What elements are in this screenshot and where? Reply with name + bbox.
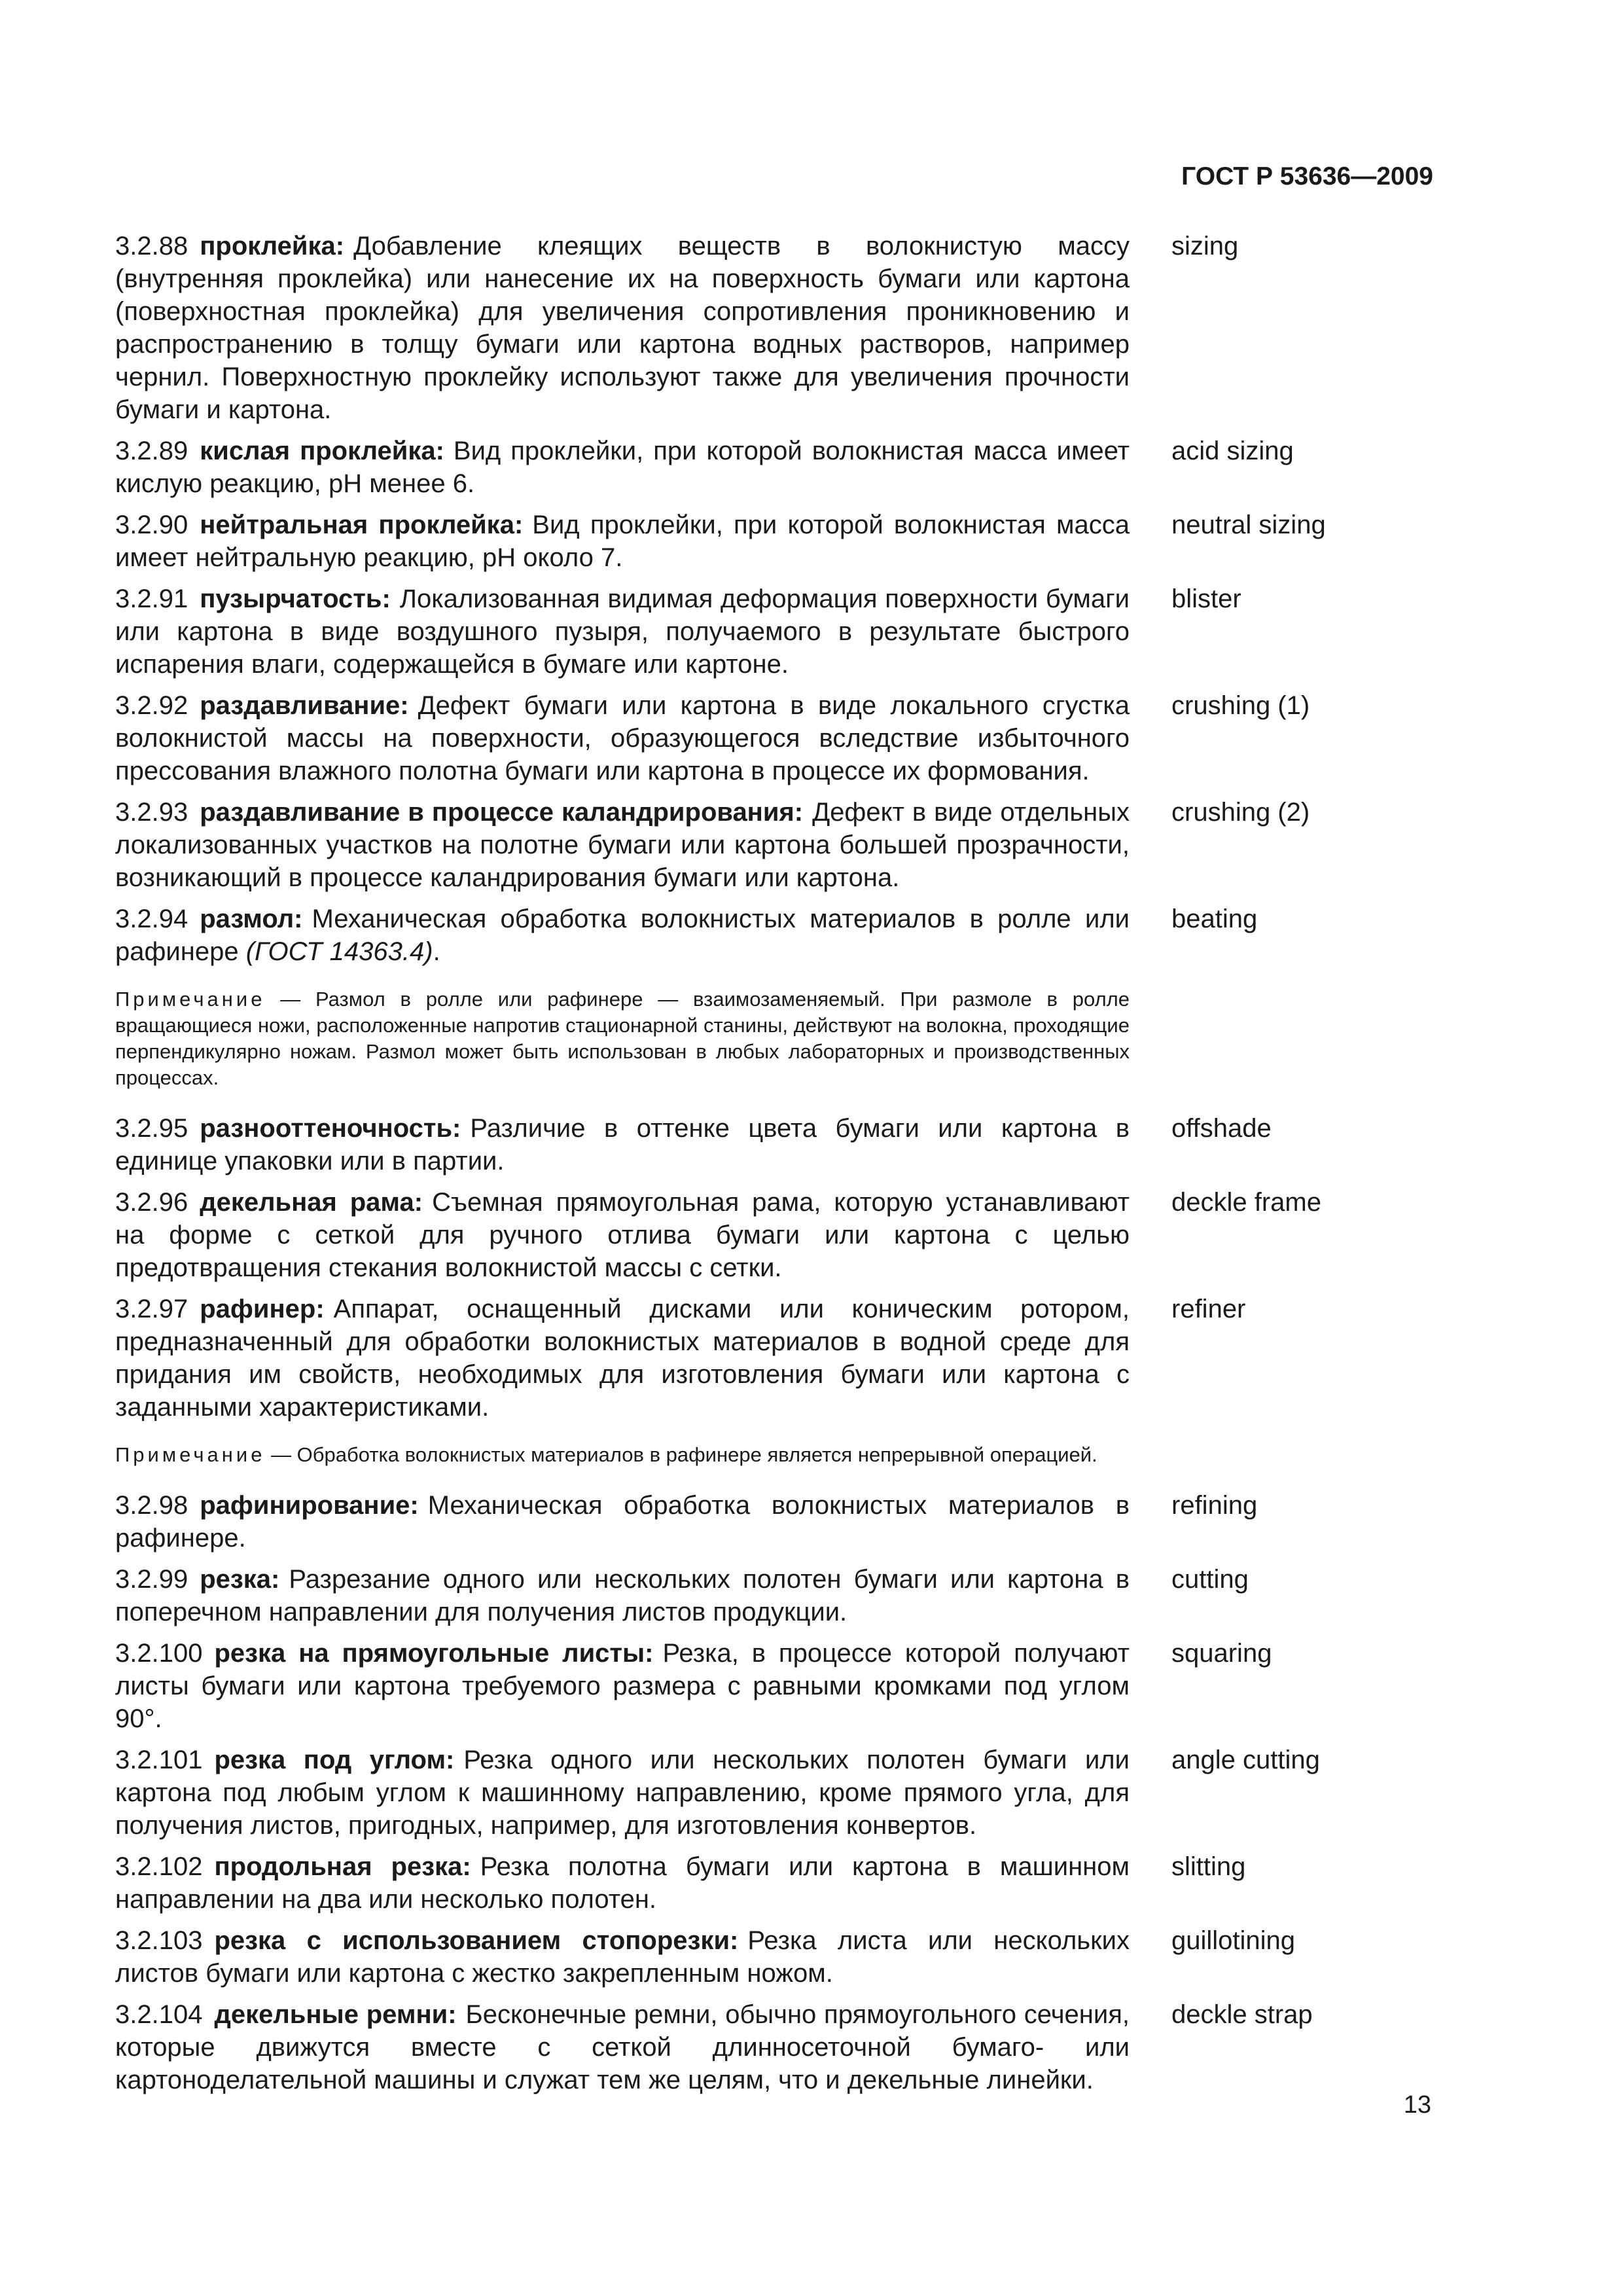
term-number: 3.2.98 [115, 1491, 188, 1520]
term-text: Механическая обработка волокнистых материалов в рафинере. [115, 1491, 1130, 1552]
term-definition-ru [115, 435, 1130, 500]
term-number: 3.2.91 [115, 584, 188, 613]
term-text: Аппарат, оснащенный дисками или коническим ротором, предназначенный для обработки волокнистых материалов в водной среде для придания им свойств, необходимых для изготовления бумаги или картона с заданными характеристиками. [115, 1295, 1130, 1422]
term-text: Съемная прямоугольная рама, которую устанавливают на форме с сеткой для ручного отлива бумаги или картона с целью предотвращения стекания волокнистой массы с сетки. [115, 1188, 1130, 1282]
note-text: — Размол в ролле или рафинере — взаимозаменяемый. При размоле в ролле вращающиеся ножи, расположенные напротив стационарной станины, действуют на волокна, проходящие перпендикулярно ножам. Размол может быть использован в любых лабораторных и производственных процессах. [115, 988, 1130, 1089]
term-english: refining [1171, 1491, 1258, 1520]
note-3-2-94 [115, 986, 1130, 1091]
term-english: sizing [1171, 232, 1239, 260]
term-text: Механическая обработка волокнистых материалов в ролле или рафинере [115, 905, 1130, 966]
term-english: blister [1171, 584, 1241, 613]
term-english: squaring [1171, 1639, 1272, 1668]
term-number: 3.2.97 [115, 1295, 188, 1323]
term-entry-3-2-95 [115, 1112, 1433, 1177]
term-number: 3.2.100 [115, 1639, 203, 1668]
term-text: Резка одного или нескольких полотен бумаги или картона под любым углом к машинному направлению, кроме прямого угла, для получения листов, пригодных, например, для изготовления конвертов. [115, 1746, 1130, 1840]
term-text: Вид проклейки, при которой волокнистая масса имеет нейтральную реакцию, pH около 7. [115, 511, 1130, 572]
term-number: 3.2.104 [115, 2000, 203, 2029]
term-number: 3.2.99 [115, 1565, 188, 1594]
term-definition-ru [115, 1850, 1130, 1916]
note-label: Примечание [115, 988, 266, 1011]
term-definition-ru [115, 1744, 1130, 1842]
term-definition-ru [115, 689, 1130, 787]
term-english: offshade [1171, 1114, 1272, 1143]
term-number: 3.2.95 [115, 1114, 188, 1143]
term-name: размол: [200, 905, 303, 933]
term-english: cutting [1171, 1565, 1249, 1594]
term-text: Резка полотна бумаги или картона в машинном направлении на два или несколько полотен. [115, 1852, 1130, 1914]
term-text: Добавление клеящих веществ в волокнистую массу (внутренняя проклейка) или нанесение их на поверхность бумаги или картона (поверхностная проклейка) для увеличения сопротивления проникновению и распространению в толщу бумаги или картона водных растворов, например чернил. Поверхностную проклейку используют также для увеличения прочности бумаги и картона. [115, 232, 1130, 424]
standard-reference: (ГОСТ 14363.4) [245, 937, 433, 966]
term-text-tail: . [433, 937, 440, 966]
term-name: нейтральная проклейка: [200, 511, 524, 539]
term-english: acid sizing [1171, 437, 1294, 465]
term-definition-ru [115, 1924, 1130, 1990]
term-text: Разрезание одного или нескольких полотен бумаги или картона в поперечном направлении для получения листов продукции. [115, 1565, 1130, 1626]
term-number: 3.2.102 [115, 1852, 203, 1881]
term-entry-3-2-91 [115, 583, 1433, 681]
term-name: рафинер: [200, 1295, 325, 1323]
term-english: crushing (1) [1171, 691, 1310, 720]
term-name: резка под углом: [214, 1746, 455, 1774]
term-definition-ru [115, 509, 1130, 574]
term-name: раздавливание: [200, 691, 409, 720]
term-definition-ru [115, 230, 1130, 426]
term-definition-ru [115, 796, 1130, 894]
term-entry-3-2-97 [115, 1293, 1433, 1424]
term-entry-3-2-102 [115, 1850, 1433, 1916]
page-number: 13 [1403, 2091, 1431, 2119]
term-entry-3-2-94 [115, 903, 1433, 968]
term-number: 3.2.101 [115, 1746, 203, 1774]
term-entry-3-2-93 [115, 796, 1433, 894]
term-english: beating [1171, 905, 1258, 933]
term-name: резка: [200, 1565, 280, 1594]
term-name: проклейка: [200, 232, 345, 260]
term-text: Вид проклейки, при которой волокнистая масса имеет кислую реакцию, pH менее 6. [115, 437, 1130, 498]
term-definition-ru [115, 1112, 1130, 1177]
term-definition-ru [115, 1186, 1130, 1284]
term-name: резка с использованием стопорезки: [214, 1926, 739, 1955]
term-english: deckle frame [1171, 1188, 1321, 1217]
term-entry-3-2-103 [115, 1924, 1433, 1990]
term-text: Резка, в процессе которой получают листы бумаги или картона требуемого размера с равными кромками под углом 90°. [115, 1639, 1130, 1733]
term-definition-ru [115, 1998, 1130, 2096]
term-entry-3-2-89 [115, 435, 1433, 500]
term-definition-ru [115, 1637, 1130, 1735]
terms-list [115, 230, 1433, 2105]
term-number: 3.2.94 [115, 905, 188, 933]
term-name: декельные ремни: [214, 2000, 457, 2029]
term-text: Дефект в виде отдельных локализованных участков на полотне бумаги или картона большей прозрачности, возникающий в процессе каландрирования бумаги или картона. [115, 798, 1130, 892]
term-number: 3.2.93 [115, 798, 188, 827]
term-entry-3-2-99 [115, 1563, 1433, 1628]
note-text: — Обработка волокнистых материалов в рафинере является непрерывной операцией. [271, 1443, 1097, 1466]
term-text: Бесконечные ремни, обычно прямоугольного сечения, которые движутся вместе с сеткой длинносеточной бумаго- или картоноделательной машины и служат тем же целям, что и декельные линейки. [115, 2000, 1130, 2094]
term-definition-ru [115, 1293, 1130, 1424]
term-definition-ru [115, 1563, 1130, 1628]
term-number: 3.2.88 [115, 232, 188, 260]
term-name: пузырчатость: [200, 584, 391, 613]
term-definition-ru [115, 1489, 1130, 1554]
term-name: продольная резка: [214, 1852, 471, 1881]
term-english: guillotining [1171, 1926, 1296, 1955]
term-entry-3-2-98 [115, 1489, 1433, 1554]
term-number: 3.2.96 [115, 1188, 188, 1217]
term-name: кислая проклейка: [200, 437, 444, 465]
term-name: рафинирование: [200, 1491, 419, 1520]
term-text: Локализованная видимая деформация поверхности бумаги или картона в виде воздушного пузыря, получаемого в результате быстрого испарения влаги, содержащейся в бумаге или картоне. [115, 584, 1130, 679]
term-name: разнооттеночность: [200, 1114, 461, 1143]
note-3-2-97 [115, 1442, 1130, 1468]
term-name: декельная рама: [200, 1188, 423, 1217]
term-text: Резка листа или нескольких листов бумаги или картона с жестко закрепленным ножом. [115, 1926, 1130, 1988]
term-entry-3-2-104 [115, 1998, 1433, 2096]
term-name: резка на прямоугольные листы: [214, 1639, 654, 1668]
document-header: ГОСТ Р 53636—2009 [1181, 162, 1433, 190]
term-entry-3-2-96 [115, 1186, 1433, 1284]
term-number: 3.2.92 [115, 691, 188, 720]
term-name: раздавливание в процессе каландрирования: [200, 798, 804, 827]
term-english: deckle strap [1171, 2000, 1313, 2029]
term-number: 3.2.90 [115, 511, 188, 539]
term-entry-3-2-92 [115, 689, 1433, 787]
term-english: slitting [1171, 1852, 1246, 1881]
term-number: 3.2.89 [115, 437, 188, 465]
term-english: refiner [1171, 1295, 1246, 1323]
term-english: crushing (2) [1171, 798, 1310, 827]
note-label: Примечание [115, 1443, 266, 1466]
term-entry-3-2-101 [115, 1744, 1433, 1842]
term-english: neutral sizing [1171, 511, 1326, 539]
term-entry-3-2-100 [115, 1637, 1433, 1735]
term-english: angle cutting [1171, 1746, 1320, 1774]
term-number: 3.2.103 [115, 1926, 203, 1955]
term-entry-3-2-88 [115, 230, 1433, 426]
term-text: Различие в оттенке цвета бумаги или картона в единице упаковки или в партии. [115, 1114, 1130, 1175]
term-entry-3-2-90 [115, 509, 1433, 574]
term-text: Дефект бумаги или картона в виде локального сгустка волокнистой массы на поверхности, образующегося вследствие избыточного прессования влажного полотна бумаги или картона в процессе их формования. [115, 691, 1130, 785]
term-definition-ru [115, 903, 1130, 968]
term-definition-ru [115, 583, 1130, 681]
